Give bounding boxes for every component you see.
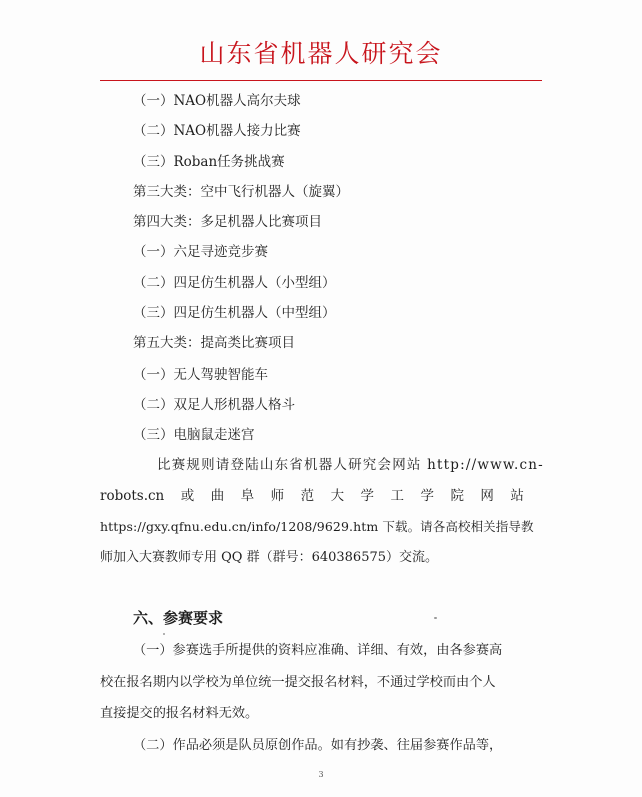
header-title: 山东省机器人研究会 <box>199 39 443 68</box>
rules-line-2-part: 网 <box>480 488 494 504</box>
list-item: （二）双足人形机器人格斗 <box>133 397 295 413</box>
rules-line-2-part: robots.cn <box>100 488 165 504</box>
list-item: （二）NAO机器人接力比赛 <box>133 123 301 139</box>
scan-speck <box>163 633 165 635</box>
rules-line-4: 师加入大赛教师专用 QQ 群（群号：640386575）交流。 <box>100 550 439 565</box>
rules-line-3: https://gxy.qfnu.edu.cn/info/1208/9629.htm 下载。请各高校相关指导教 <box>100 519 534 534</box>
rules-line-2-part: 阜 <box>240 488 255 504</box>
list-item: （三）电脑鼠走迷宫 <box>133 427 255 443</box>
paragraph-line: （二）作品必须是队员原创作品。如有抄袭、往届参赛作品等， <box>133 738 503 753</box>
paragraph-line: 直接提交的报名材料无效。 <box>100 706 259 721</box>
paragraph-line: 校在报名期内以学校为单位统一提交报名材料，不通过学校而由个人 <box>100 675 496 690</box>
page-number: 3 <box>318 770 324 779</box>
rules-line-2-part: 院 <box>450 488 464 504</box>
rules-line-2-part: 工 <box>390 488 405 504</box>
rules-line-1: 比赛规则请登陆山东省机器人研究会网站 http://www.cn- <box>157 457 544 473</box>
list-item: （一）无人驾驶智能车 <box>133 367 268 383</box>
category-heading: 第三大类：空中飞行机器人（旋翼） <box>133 184 349 200</box>
list-item: （三）四足仿生机器人（中型组） <box>133 305 336 321</box>
list-item: （一）六足寻迹竞步赛 <box>133 244 268 260</box>
section-heading: 六、参赛要求 <box>133 609 224 627</box>
rules-line-2-part: 范 <box>300 488 315 504</box>
rules-line-2-part: 学 <box>420 488 434 504</box>
scan-speck <box>434 617 437 619</box>
rules-line-2-part: 或 <box>180 488 195 504</box>
list-item: （一）NAO机器人高尔夫球 <box>133 93 301 109</box>
category-heading: 第四大类：多足机器人比赛项目 <box>133 214 322 230</box>
rules-paragraph-line <box>100 487 524 505</box>
header-divider <box>100 80 542 81</box>
rules-line-2-part: 大 <box>330 488 345 504</box>
list-item: （三）Roban任务挑战赛 <box>133 154 285 170</box>
rules-line-2-part: 曲 <box>210 488 225 504</box>
category-heading: 第五大类：提高类比赛项目 <box>133 335 295 351</box>
rules-paragraph-line <box>157 456 544 474</box>
rules-line-2-part: 师 <box>270 488 285 504</box>
paragraph-line: （一）参赛选手所提供的资料应准确、详细、有效，由各参赛高 <box>133 643 503 658</box>
list-item: （二）四足仿生机器人（小型组） <box>133 275 336 291</box>
rules-line-2-part: 学 <box>360 488 375 504</box>
rules-line-2-part: 站 <box>510 488 524 504</box>
